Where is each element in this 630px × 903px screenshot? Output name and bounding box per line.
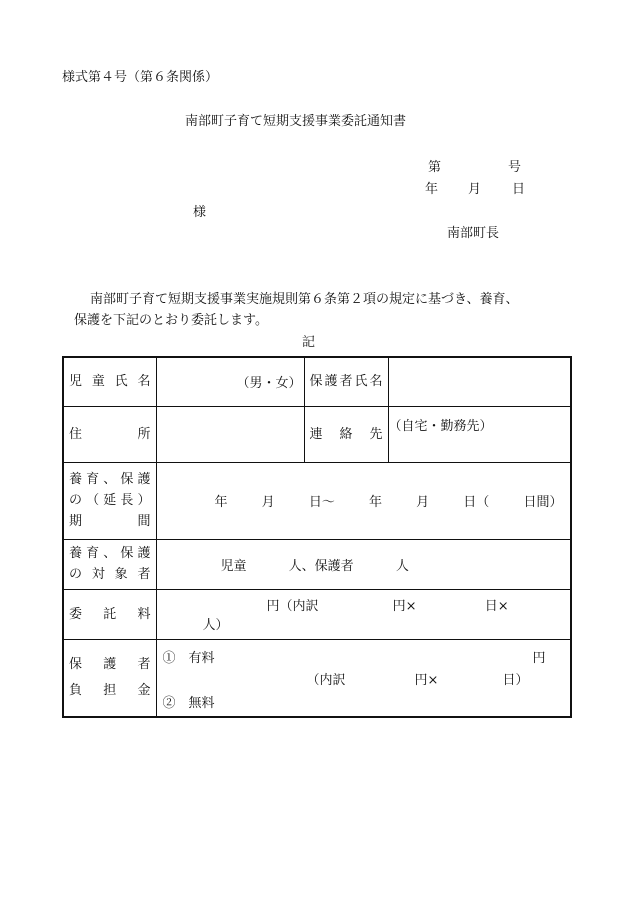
breakdown-day: 日） [502, 672, 529, 688]
target-label-line-1: 養育、保護 [69, 546, 151, 561]
burden-label [63, 639, 156, 717]
fee-yen-times: 円× [392, 599, 417, 614]
addressee: 様 [193, 205, 207, 220]
date-day: 日 [512, 182, 526, 197]
period-day-1: 日〜 [308, 495, 335, 510]
burden-label-line-1: 保護者 [69, 656, 151, 672]
target-child-unit: 人、保護者 [288, 558, 354, 574]
address-label: 住所 [63, 406, 156, 462]
period-label-line-3: 期間 [69, 514, 151, 529]
guardian-name-label: 保護者氏名 [304, 357, 388, 406]
period-day-2: 日（ [463, 495, 490, 510]
paid-yen: 円 [532, 650, 546, 666]
issuer: 南部町長 [447, 226, 500, 241]
fee-field[interactable] [156, 589, 571, 639]
target-child: 児童 [220, 558, 247, 574]
burden-label-line-2: 負担金 [69, 682, 151, 698]
target-label [63, 539, 156, 589]
fee-yen: 円（内訳 [266, 599, 319, 614]
body-line-2: 保護を下記のとおり委託します。 [74, 313, 268, 328]
paid-option[interactable]: ① 有料 [162, 650, 215, 666]
target-label-line-2: の対象者 [69, 567, 151, 582]
period-label-line-1: 養育、保護 [69, 472, 151, 487]
period-year-2: 年 [368, 495, 382, 510]
target-guardian-unit: 人 [395, 558, 409, 574]
number-prefix: 第 [428, 160, 442, 175]
table-row [63, 462, 571, 539]
period-days: 日間） [523, 495, 563, 510]
fee-day-times: 日× [484, 599, 509, 614]
contact-note: （自宅・勤務先） [388, 418, 493, 434]
table-row [63, 357, 571, 406]
gender-choice[interactable]: （男・女） [236, 376, 302, 392]
table-row [63, 406, 571, 462]
guardian-name-field[interactable] [388, 357, 571, 406]
fee-label: 委託料 [63, 589, 156, 639]
form-table [62, 356, 572, 718]
period-year-1: 年 [214, 495, 228, 510]
period-field[interactable] [156, 462, 571, 539]
address-field[interactable] [156, 406, 304, 462]
date-month: 月 [468, 182, 482, 197]
table-row [63, 639, 571, 717]
form-number: 様式第４号（第６条関係） [62, 70, 219, 85]
child-name-field[interactable] [156, 357, 304, 406]
fee-person: 人） [202, 618, 229, 633]
burden-field[interactable] [156, 639, 571, 717]
child-name-label: 児童氏名 [63, 357, 156, 406]
contact-label: 連絡先 [304, 406, 388, 462]
table-row [63, 539, 571, 589]
period-month-1: 月 [261, 495, 275, 510]
period-label-line-2: の（延長） [69, 493, 151, 508]
table-row [63, 589, 571, 639]
date-year: 年 [425, 182, 439, 197]
period-month-2: 月 [416, 495, 430, 510]
document-title: 南部町子育て短期支援事業委託通知書 [185, 114, 407, 129]
contact-field[interactable] [388, 406, 571, 462]
breakdown-yen: 円× [414, 672, 439, 688]
body-text [74, 289, 574, 331]
period-label [63, 462, 156, 539]
ki-heading: 記 [302, 335, 316, 350]
number-suffix: 号 [508, 160, 522, 175]
free-option[interactable]: ② 無料 [162, 695, 215, 711]
breakdown: （内訳 [306, 672, 346, 688]
body-line-1: 南部町子育て短期支援事業実施規則第６条第２項の規定に基づき、養育、 [90, 292, 519, 307]
target-field[interactable] [156, 539, 571, 589]
